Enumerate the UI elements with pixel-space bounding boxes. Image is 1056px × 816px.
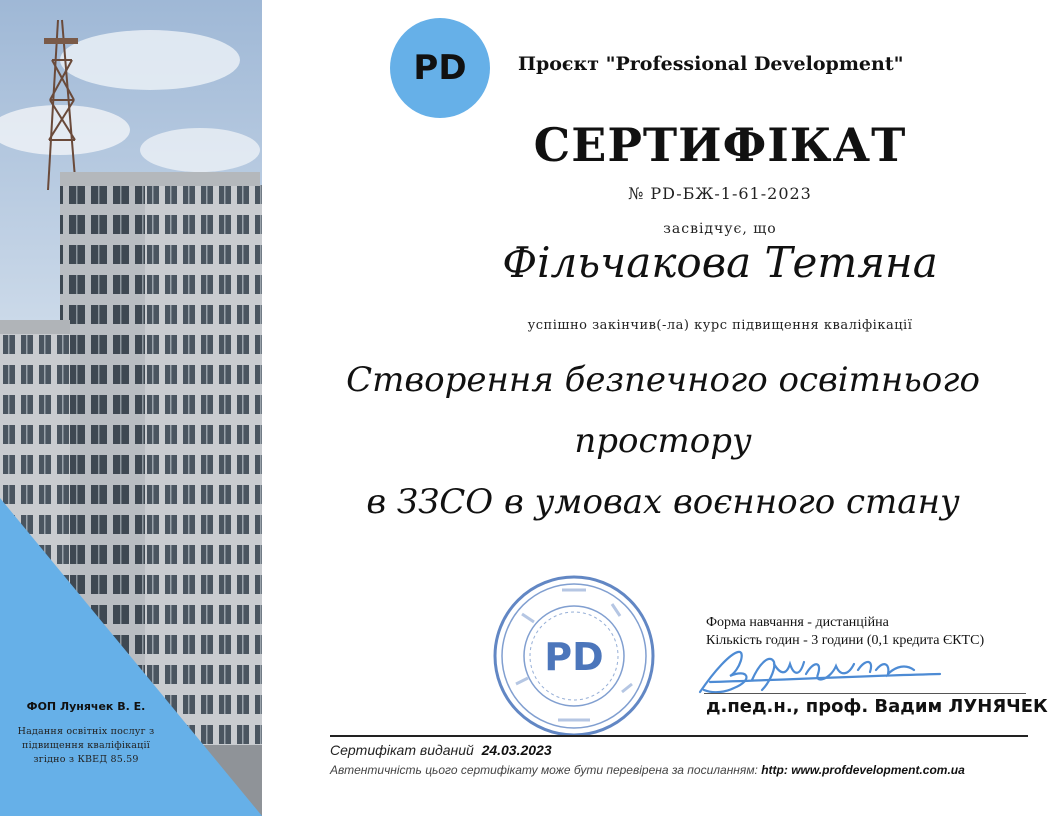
issued-info bbox=[330, 742, 552, 758]
signer-name: д.пед.н., проф. Вадим ЛУНЯЧЕК bbox=[706, 696, 1048, 717]
org-name: ФОП Лунячек В. Е. bbox=[26, 700, 146, 713]
project-title: Проєкт "Professional Development" bbox=[518, 53, 904, 75]
org-desc-line-1: Надання освітніх послуг з bbox=[17, 726, 155, 737]
authenticity-url[interactable]: http: www.profdevelopment.com.ua bbox=[761, 763, 965, 777]
authenticity-info bbox=[330, 763, 965, 777]
official-stamp bbox=[492, 574, 656, 738]
course-title-line-2: простору bbox=[574, 421, 752, 461]
org-desc-line-3: згідно з КВЕД 85.59 bbox=[33, 754, 139, 765]
issued-label: Сертифікат виданий bbox=[330, 742, 474, 758]
bottom-divider bbox=[330, 735, 1028, 737]
certifies-text: засвідчує, що bbox=[663, 221, 777, 237]
certificate-number: № PD-БЖ-1-61-2023 bbox=[628, 184, 812, 203]
signature bbox=[690, 640, 950, 700]
pd-logo bbox=[390, 18, 490, 118]
org-desc-line-2: підвищення кваліфікації bbox=[22, 740, 150, 751]
study-hours: Кількість годин - 3 години (0,1 кредита ЄКТС) bbox=[706, 633, 985, 648]
signature-line bbox=[704, 693, 1026, 694]
blue-corner-triangle bbox=[0, 0, 262, 816]
issued-date: 24.03.2023 bbox=[481, 742, 552, 758]
course-title-line-1: Створення безпечного освітнього bbox=[346, 360, 980, 400]
org-description bbox=[0, 725, 172, 767]
certificate-title: СЕРТИФІКАТ bbox=[533, 118, 907, 172]
stamp-center-text: PD bbox=[544, 635, 604, 679]
authenticity-text: Автентичність цього сертифікату може бути перевірена за посиланням: bbox=[330, 763, 758, 777]
course-title bbox=[330, 350, 996, 533]
pd-logo-text: PD bbox=[413, 48, 467, 88]
study-form: Форма навчання - дистанційна bbox=[706, 615, 889, 630]
organization-block bbox=[0, 700, 172, 767]
completion-text: успішно закінчив(-ла) курс підвищення кваліфікації bbox=[527, 318, 913, 333]
course-title-line-3: в ЗЗСО в умовах воєнного стану bbox=[366, 482, 960, 522]
recipient-name: Фільчакова Тетяна bbox=[502, 238, 938, 287]
